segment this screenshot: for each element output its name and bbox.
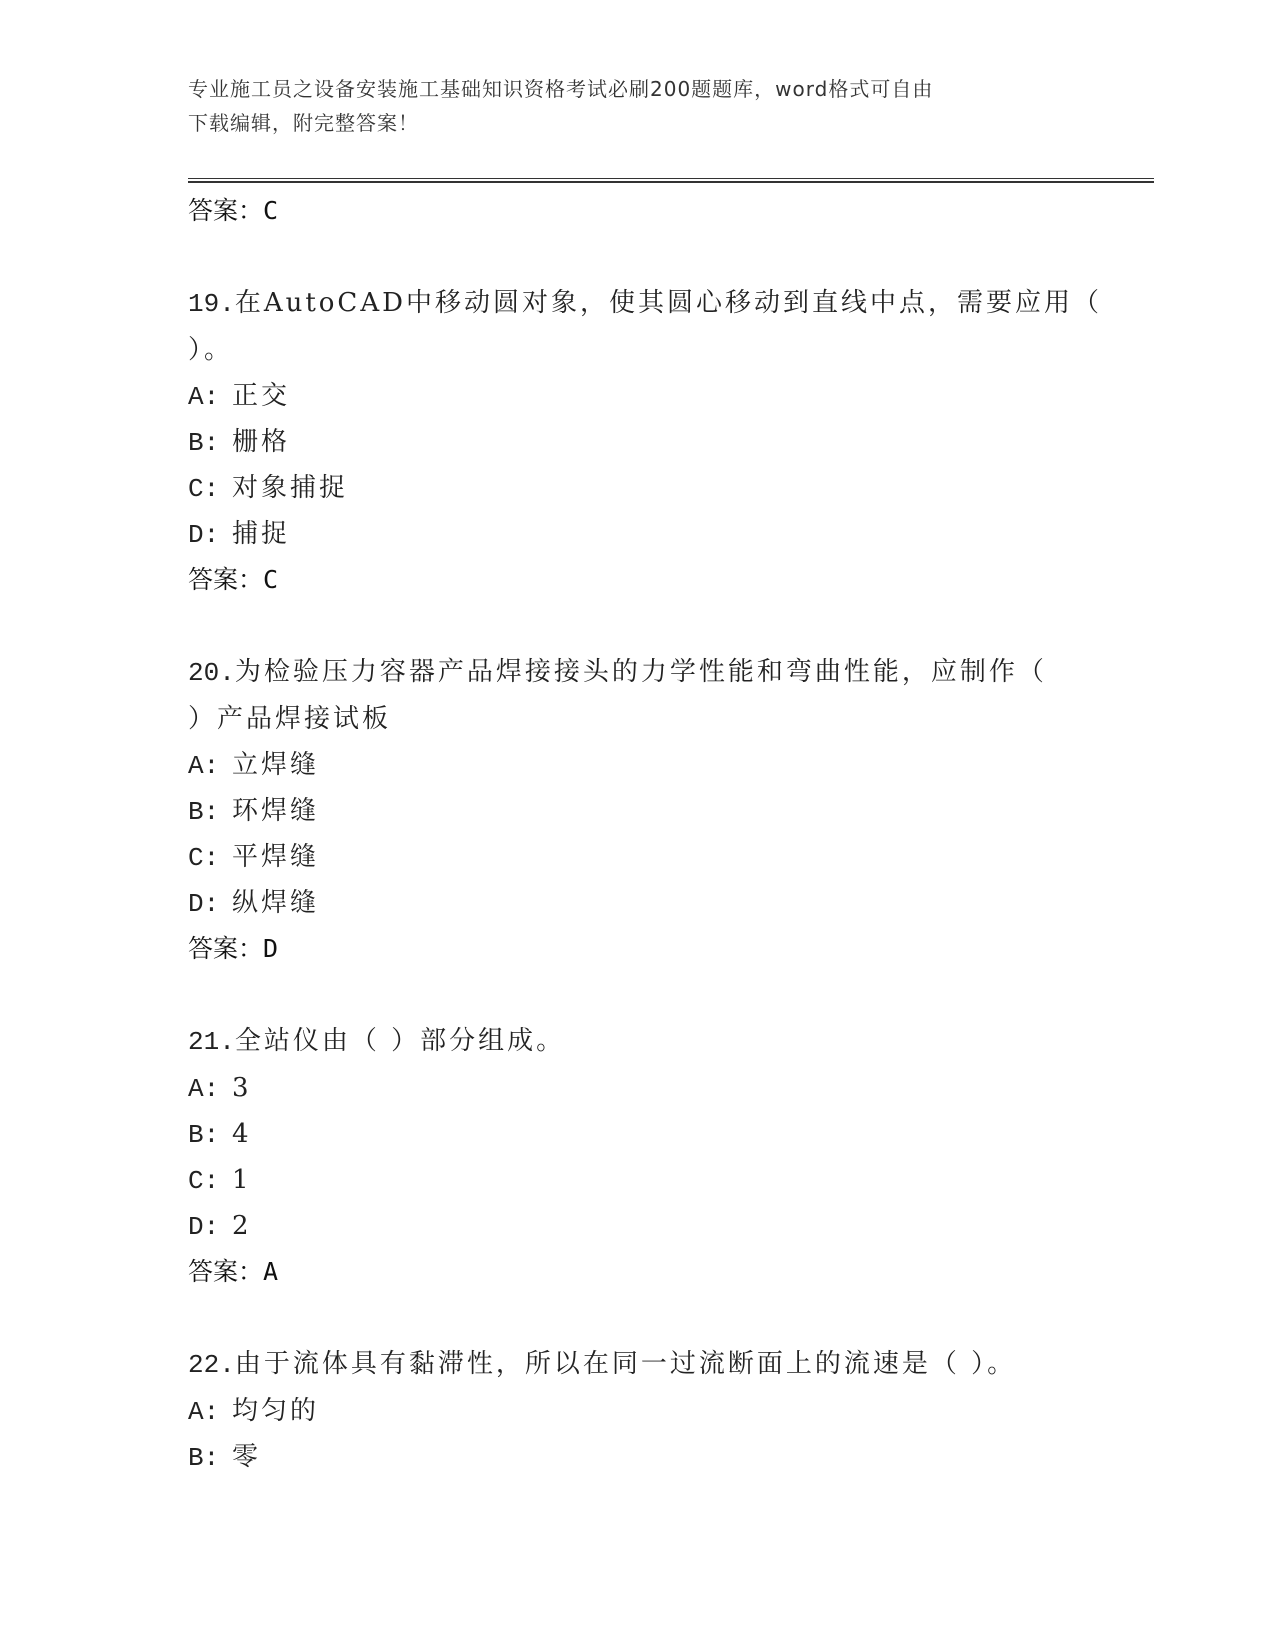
option-b [188, 1111, 1088, 1157]
answer-line [188, 188, 1088, 234]
header-line-1: 专业施工员之设备安装施工基础知识资格考试必刷200题题库，word格式可自由 [188, 77, 934, 101]
option-a [188, 742, 1088, 788]
question-21 [188, 1018, 1088, 1295]
answer-label: 答案： [188, 196, 264, 225]
option-letter: B: [188, 428, 220, 458]
answer-value: A [263, 1257, 279, 1286]
option-text: 平焊缝 [232, 842, 320, 872]
option-a [188, 1065, 1088, 1111]
option-text: 零 [232, 1442, 262, 1472]
option-letter: A: [188, 1397, 220, 1427]
option-text: 正交 [232, 381, 291, 411]
question-22 [188, 1341, 1088, 1480]
option-d [188, 511, 1088, 557]
stem-text-line-1: 为检验压力容器产品焊接接头的力学性能和弯曲性能，应制作（ [234, 657, 1047, 687]
option-letter: D: [188, 1212, 220, 1242]
question-list [188, 188, 1102, 1480]
option-text: 1 [232, 1165, 252, 1195]
option-text: 环焊缝 [232, 796, 320, 826]
option-d [188, 880, 1088, 926]
question-number: 19. [188, 289, 235, 319]
answer-value: C [263, 565, 279, 594]
question-stem [188, 1341, 1088, 1388]
answer-value: C [263, 196, 279, 225]
header-divider [188, 178, 1154, 183]
option-letter: A: [188, 751, 220, 781]
question-number: 21. [188, 1027, 235, 1057]
option-letter: D: [188, 889, 220, 919]
option-b [188, 788, 1088, 834]
header-line-2: 下载编辑，附完整答案！ [188, 111, 419, 135]
option-d [188, 1203, 1088, 1249]
document-header [188, 72, 1068, 140]
option-letter: C: [188, 843, 220, 873]
option-text: 立焊缝 [232, 750, 320, 780]
option-letter: B: [188, 1443, 220, 1473]
option-b [188, 1434, 1088, 1480]
question-20 [188, 649, 1088, 972]
stem-text-line-1: 在AutoCAD中移动圆对象，使其圆心移动到直线中点，需要应用（ [234, 288, 1102, 318]
option-letter: A: [188, 1074, 220, 1104]
question-stem [188, 649, 1088, 742]
answer-line [188, 926, 1088, 972]
option-a [188, 373, 1088, 419]
option-text: 对象捕捉 [232, 473, 349, 503]
option-text: 2 [232, 1211, 252, 1241]
option-letter: C: [188, 1166, 220, 1196]
question-number: 20. [188, 658, 235, 688]
option-a [188, 1388, 1088, 1434]
answer-label: 答案： [188, 565, 264, 594]
stem-text-line-2: ）。 [188, 335, 234, 365]
answer-label: 答案： [188, 1257, 264, 1286]
option-c [188, 1157, 1088, 1203]
option-b [188, 419, 1088, 465]
option-c [188, 834, 1088, 880]
stem-text-line-2: ）产品焊接试板 [188, 704, 392, 734]
question-19 [188, 280, 1102, 603]
answer-line [188, 557, 1088, 603]
option-text: 3 [232, 1073, 252, 1103]
question-stem [188, 280, 1102, 373]
option-text: 4 [232, 1119, 252, 1149]
option-letter: A: [188, 382, 220, 412]
option-letter: D: [188, 520, 220, 550]
answer-label: 答案： [188, 934, 264, 963]
stem-text-line-1: 全站仪由（ ）部分组成。 [234, 1026, 566, 1056]
answer-line [188, 1249, 1088, 1295]
option-letter: C: [188, 474, 220, 504]
option-text: 栅格 [232, 427, 291, 457]
option-text: 纵焊缝 [232, 888, 320, 918]
question-number: 22. [188, 1350, 235, 1380]
option-letter: B: [188, 797, 220, 827]
option-text: 均匀的 [232, 1396, 320, 1426]
question-stem [188, 1018, 1088, 1065]
option-text: 捕捉 [232, 519, 291, 549]
stem-text-line-1: 由于流体具有黏滞性，所以在同一过流断面上的流速是（ ）。 [234, 1349, 1017, 1379]
option-c [188, 465, 1088, 511]
answer-value: D [263, 934, 279, 963]
option-letter: B: [188, 1120, 220, 1150]
